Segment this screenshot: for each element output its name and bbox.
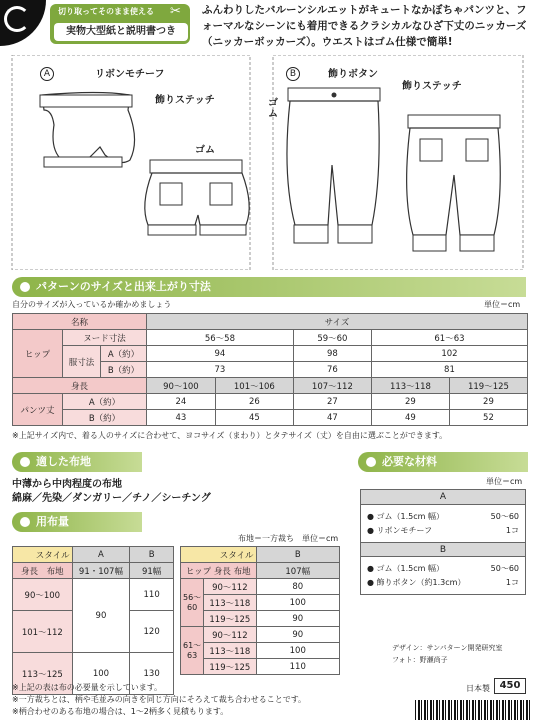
- fabric-line1: 中薄から中肉程度の布地: [12, 479, 122, 490]
- yardage-note-2: ※一方裁ちとは、柄や毛並みの向きを同じ方向にそろえて裁ち合わせることです。: [12, 695, 307, 704]
- yl-col-a: A: [72, 547, 130, 563]
- hip-size-3: 61〜63: [371, 330, 527, 346]
- yardage-table-right: [180, 546, 340, 675]
- hip-a-2: 98: [293, 346, 371, 362]
- fabric-header: [12, 452, 142, 472]
- stitch-label-a: 飾りステッチ: [155, 95, 215, 106]
- credit-photo: フォト：野瀬尚子: [392, 656, 448, 664]
- material-a-2-name: リボンモチーフ: [376, 526, 433, 535]
- yr-hip-shincho: [181, 563, 257, 579]
- hip-a-1: 94: [147, 346, 294, 362]
- head-size: サイズ: [147, 314, 528, 330]
- yl-style: スタイル: [13, 547, 73, 563]
- yr-v-1: 80: [256, 579, 339, 595]
- yl-h-3: 113〜125: [13, 653, 73, 695]
- yr-h-6: 119〜125: [204, 659, 256, 675]
- hip-size-1: 56〜58: [147, 330, 294, 346]
- yr-h-4: 90〜112: [204, 627, 256, 643]
- material-a-2: ● リボンモチーフ 1コ: [367, 526, 519, 535]
- material-a-1-name: ゴム（1.5cm 幅）: [376, 512, 444, 521]
- yr-h-1: 90〜112: [204, 579, 256, 595]
- height-label: 身長: [13, 378, 147, 394]
- pants-a-5: 29: [449, 394, 527, 410]
- yr-v-2: 100: [256, 595, 339, 611]
- yr-hip-g2: 61〜63: [181, 627, 204, 675]
- yr-style: スタイル: [181, 547, 257, 563]
- materials-header: [358, 452, 528, 472]
- pants-b-1: 43: [147, 410, 216, 426]
- pants-a-4: 29: [371, 394, 449, 410]
- yardage-table-left: [12, 546, 174, 695]
- materials-title: 必要な材料: [382, 455, 437, 468]
- material-a-2-value: 1コ: [505, 526, 519, 535]
- yardage-header: [12, 512, 142, 532]
- yr-shincho: 身長: [213, 566, 231, 577]
- intro-text: ふんわりしたバルーンシルエットがキュートなかぼちゃパンツと、フォーマルなシーンにも着用できるクラシカルなひざ下丈のニッカーズ（ニッカーボッカーズ）。ウエストはゴム仕様で簡単!: [202, 4, 527, 48]
- fabric-title: 適した布地: [36, 455, 91, 468]
- height-4: 113〜118: [371, 378, 449, 394]
- material-b-1-value: 50〜60: [490, 564, 519, 573]
- hip-size-2: 59〜60: [293, 330, 371, 346]
- pants-a-label: A（約）: [63, 394, 147, 410]
- material-a-1-value: 50〜60: [490, 512, 519, 521]
- height-1: 90〜100: [147, 378, 216, 394]
- yr-h-3: 119〜125: [204, 611, 256, 627]
- yl-b-1: 110: [130, 579, 174, 611]
- tag-subtitle: 切り取ってそのまま使える: [58, 7, 154, 16]
- yl-h-1: 90〜100: [13, 579, 73, 611]
- button-label: 飾りボタン: [328, 69, 378, 80]
- yl-b-3: 130: [130, 653, 174, 695]
- height-2: 101〜106: [215, 378, 293, 394]
- yl-h-2: 101〜112: [13, 611, 73, 653]
- nude-label: ヌード寸法: [63, 330, 147, 346]
- pants-b-5: 52: [449, 410, 527, 426]
- fuku-label: 服寸法: [63, 346, 101, 378]
- tag-title: 実物大型紙と説明書つき: [54, 23, 188, 41]
- size-note: 自分のサイズが入っているか確かめましょう: [12, 300, 172, 309]
- yr-hip: ヒップ: [185, 566, 212, 577]
- yr-v-4: 90: [256, 627, 339, 643]
- yr-v-3: 90: [256, 611, 339, 627]
- made-in: 日本製: [466, 684, 490, 693]
- material-b-2-value: 1コ: [505, 578, 519, 587]
- size-table: [12, 313, 528, 426]
- head-name: 名称: [13, 314, 147, 330]
- material-b-1: ● ゴム（1.5cm 幅） 50〜60: [367, 564, 519, 573]
- material-b-2-name: 飾りボタン（約1.3cm）: [376, 578, 466, 587]
- yl-shincho-fabric: [13, 563, 73, 579]
- pants-a-2: 26: [215, 394, 293, 410]
- fabric-line2: 綿麻／先染／ダンガリー／チノ／シーチング: [12, 493, 211, 504]
- yr-v-5: 100: [256, 643, 339, 659]
- yr-h-2: 113〜118: [204, 595, 256, 611]
- barcode: [415, 700, 530, 720]
- style-b-mark: B: [286, 67, 300, 81]
- hip-label: ヒップ: [13, 330, 63, 378]
- yr-w: 107幅: [256, 563, 339, 579]
- material-b-1-name: ゴム（1.5cm 幅）: [376, 564, 444, 573]
- yr-hip-g1: 56〜60: [181, 579, 204, 627]
- height-5: 119〜125: [449, 378, 527, 394]
- yardage-title: 用布量: [36, 515, 69, 528]
- pants-b-4: 49: [371, 410, 449, 426]
- credit-design: デザイン：サンパターン開発研究室: [392, 644, 503, 652]
- hip-a-3: 102: [371, 346, 527, 362]
- yl-a-3: 100: [72, 653, 130, 695]
- size-section-title: パターンのサイズと出来上がり寸法: [36, 280, 211, 293]
- fuku-a-label: A（約）: [101, 346, 147, 362]
- garment-illustration: [10, 55, 525, 270]
- material-b-2: ● 飾りボタン（約1.3cm） 1コ: [367, 578, 519, 587]
- yl-w-a: 91・107幅: [72, 563, 130, 579]
- yardage-note-1: ※上記の表は布の必要量を示しています。: [12, 683, 163, 692]
- materials-a-head: A: [361, 490, 525, 505]
- materials-b-head: B: [361, 542, 525, 557]
- hip-b-3: 81: [371, 362, 527, 378]
- yl-shincho: 身長: [21, 566, 39, 577]
- yr-v-6: 110: [256, 659, 339, 675]
- yl-col-b: B: [130, 547, 174, 563]
- size-section-header: [12, 277, 526, 297]
- yr-col-b: B: [256, 547, 339, 563]
- yl-fabric: 布地: [46, 566, 64, 577]
- product-code: 450: [494, 678, 526, 694]
- materials-box: [360, 489, 526, 595]
- height-3: 107〜112: [293, 378, 371, 394]
- brand-logo: [0, 0, 46, 46]
- materials-unit: 単位＝cm: [486, 477, 523, 486]
- yardage-note-3: ※柄合わせのある布地の場合は、1〜2柄多く見積もります。: [12, 707, 229, 716]
- pants-a-1: 24: [147, 394, 216, 410]
- pants-label: パンツ丈: [13, 394, 63, 426]
- size-footnote: ※上記サイズ内で、着る人のサイズに合わせて、ヨコサイズ（まわり）とタテサイズ（丈）を自由に選ぶことができます。: [12, 431, 448, 440]
- material-a-1: ● ゴム（1.5cm 幅） 50〜60: [367, 512, 519, 521]
- scissors-icon: ✂: [170, 4, 181, 19]
- yl-b-2: 120: [130, 611, 174, 653]
- hip-b-1: 73: [147, 362, 294, 378]
- style-a-mark: A: [40, 67, 54, 81]
- yl-w-b: 91幅: [130, 563, 174, 579]
- fuku-b-label: B（約）: [101, 362, 147, 378]
- ribbon-label: リボンモチーフ: [95, 69, 165, 80]
- yr-h-5: 113〜118: [204, 643, 256, 659]
- pants-b-label: B（約）: [63, 410, 147, 426]
- size-unit: 単位＝cm: [484, 300, 521, 309]
- hip-b-2: 76: [293, 362, 371, 378]
- gom-label-a: ゴム: [195, 145, 215, 156]
- pants-b-3: 47: [293, 410, 371, 426]
- gom-label-b: ゴム: [268, 98, 278, 120]
- pants-a-3: 27: [293, 394, 371, 410]
- yr-fabric: 布地: [233, 566, 251, 577]
- stitch-label-b: 飾りステッチ: [402, 81, 462, 92]
- pants-b-2: 45: [215, 410, 293, 426]
- yardage-unit: 布地＝一方裁ち 単位＝cm: [238, 534, 339, 543]
- yl-a-1: 90: [72, 579, 130, 653]
